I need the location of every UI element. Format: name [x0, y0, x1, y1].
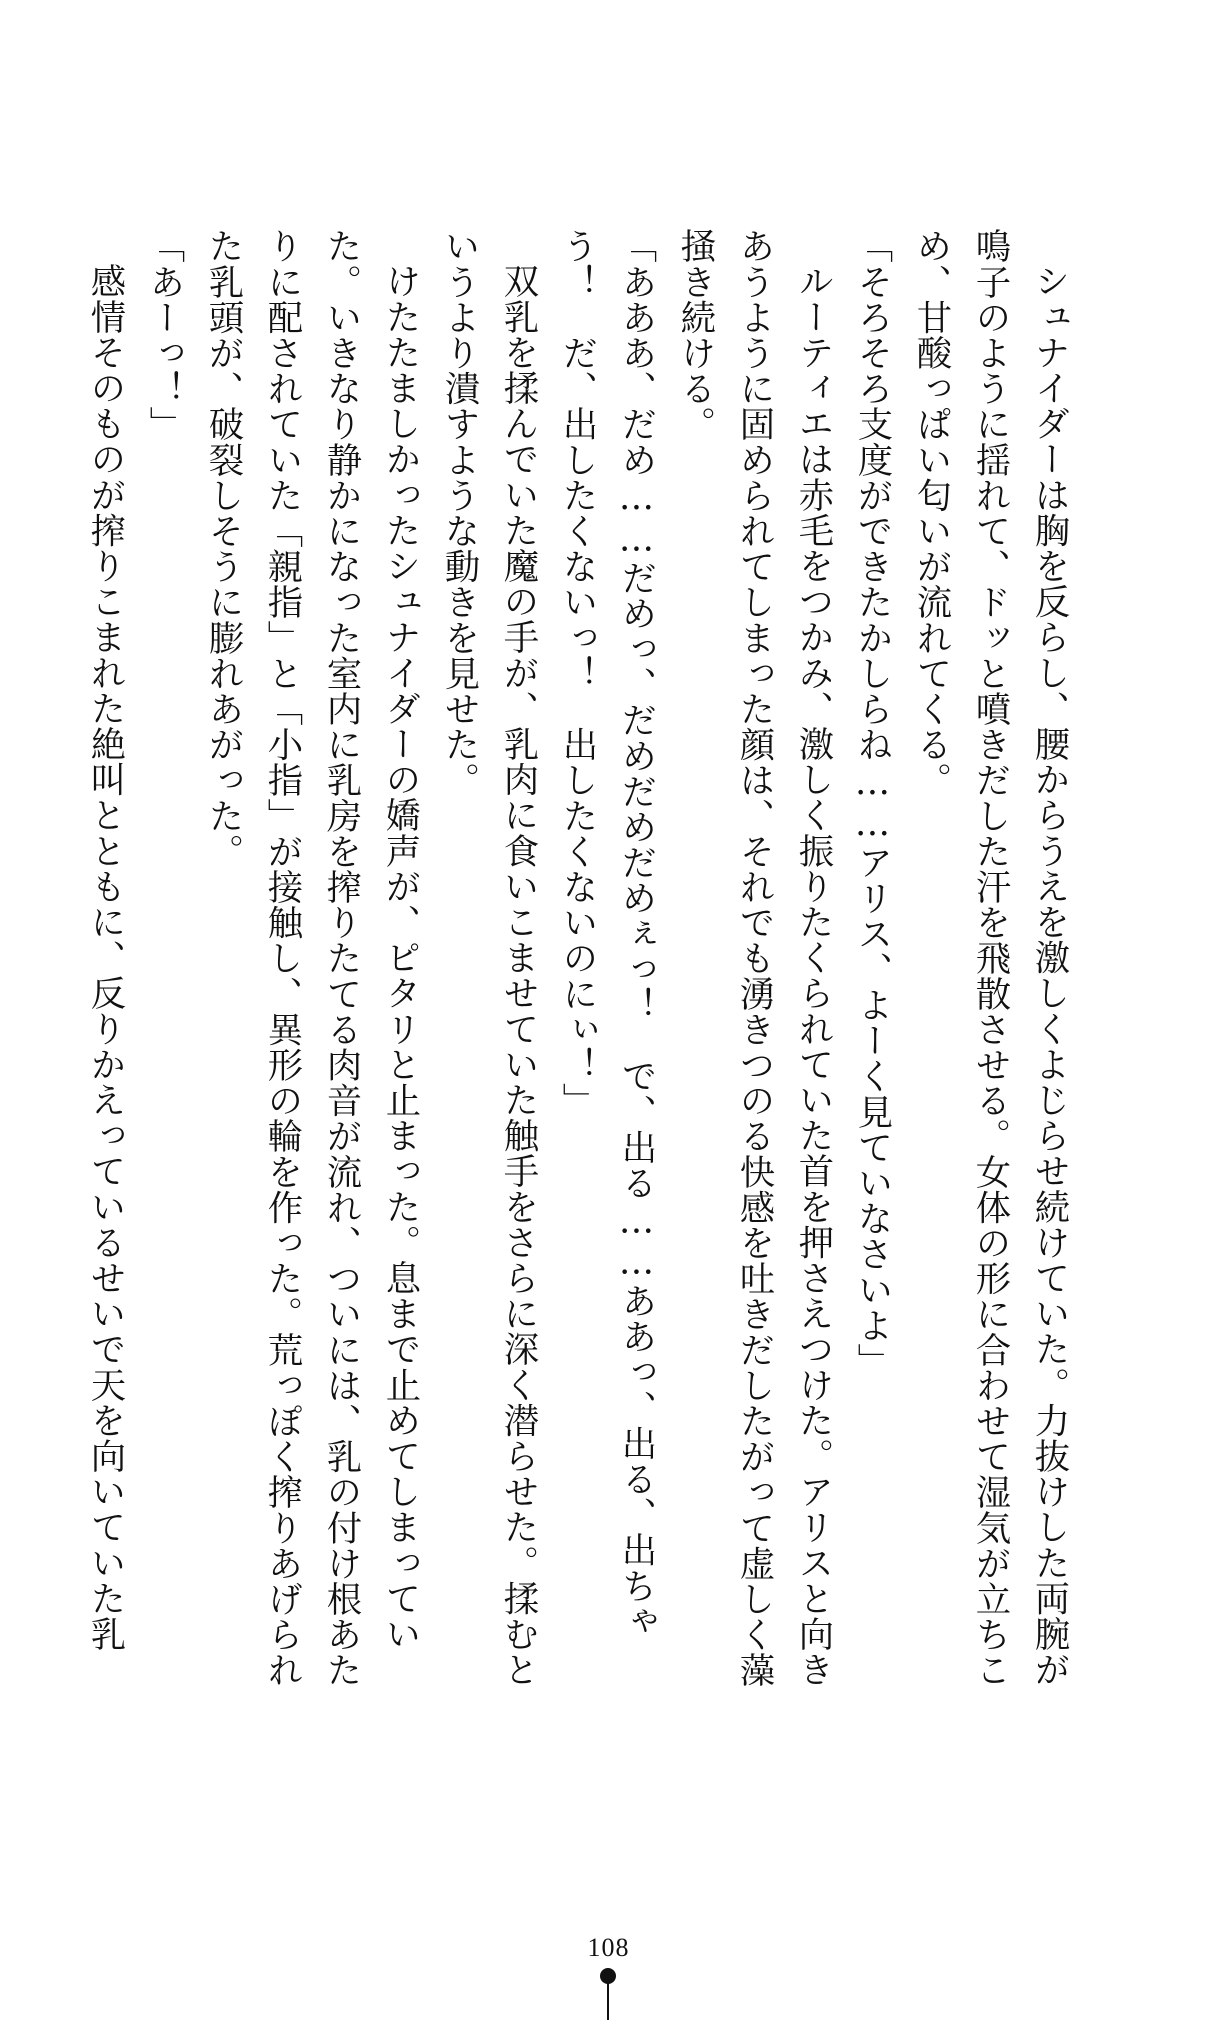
paragraph-6: けたたましかったシュナイダーの嬌声が、ピタリと止まった。息まで止めてしまっていた。いきなり静かになった室内に乳房を搾りたてる肉音が流れ、ついには、乳の付け根あたりに配されていた「親指」と「小指」が接触し、異形の輪を作った。荒っぽく搾りあげられた乳頭が、破裂しそうに膨れあがった。 — [203, 228, 421, 1688]
paragraph-2-dialogue: 「そろそろ支度ができたかしらね……アリス、よーく見ていなさいよ」 — [852, 228, 893, 1379]
bookmark-line — [607, 1980, 609, 2020]
paragraph-1: シュナイダーは胸を反らし、腰からうえを激しくよじらせ続けていた。力抜けした両腕が鳴子のように揺れて、ドッと噴きだした汗を飛散させる。女体の形に合わせて湿気が立ちこめ、甘酸っぱい匂いが流れてくる。 — [911, 228, 1070, 1688]
page-number: 108 — [587, 1933, 630, 1962]
paragraph-7-dialogue: 「あーっ！」 — [144, 228, 185, 442]
paragraph-5: 双乳を揉んでいた魔の手が、乳肉に食いこませていた触手をさらに深く潜らせた。揉むというより潰すような動きを見せた。 — [439, 228, 539, 1688]
paragraph-8: 感情そのものが搾りこまれた絶叫とともに、反りかえっているせいで天を向いていた乳 — [85, 263, 126, 1652]
paragraph-3: ルーティエは赤毛をつかみ、激しく振りたくられていた首を押さえつけた。アリスと向きあうように固められてしまった顔は、それでも湧きつのる快感を吐きだしたがって虚しく藻掻き続ける。 — [675, 228, 834, 1688]
paragraph-4-dialogue: 「あああ、だめ……だめっ、だめだめだめぇっ！ で、出る……ああっ、出る、出ちゃう！ だ、出したくないっ！ 出したくないのにぃ！」 — [557, 228, 657, 1639]
vertical-text-block — [85, 228, 1079, 1688]
